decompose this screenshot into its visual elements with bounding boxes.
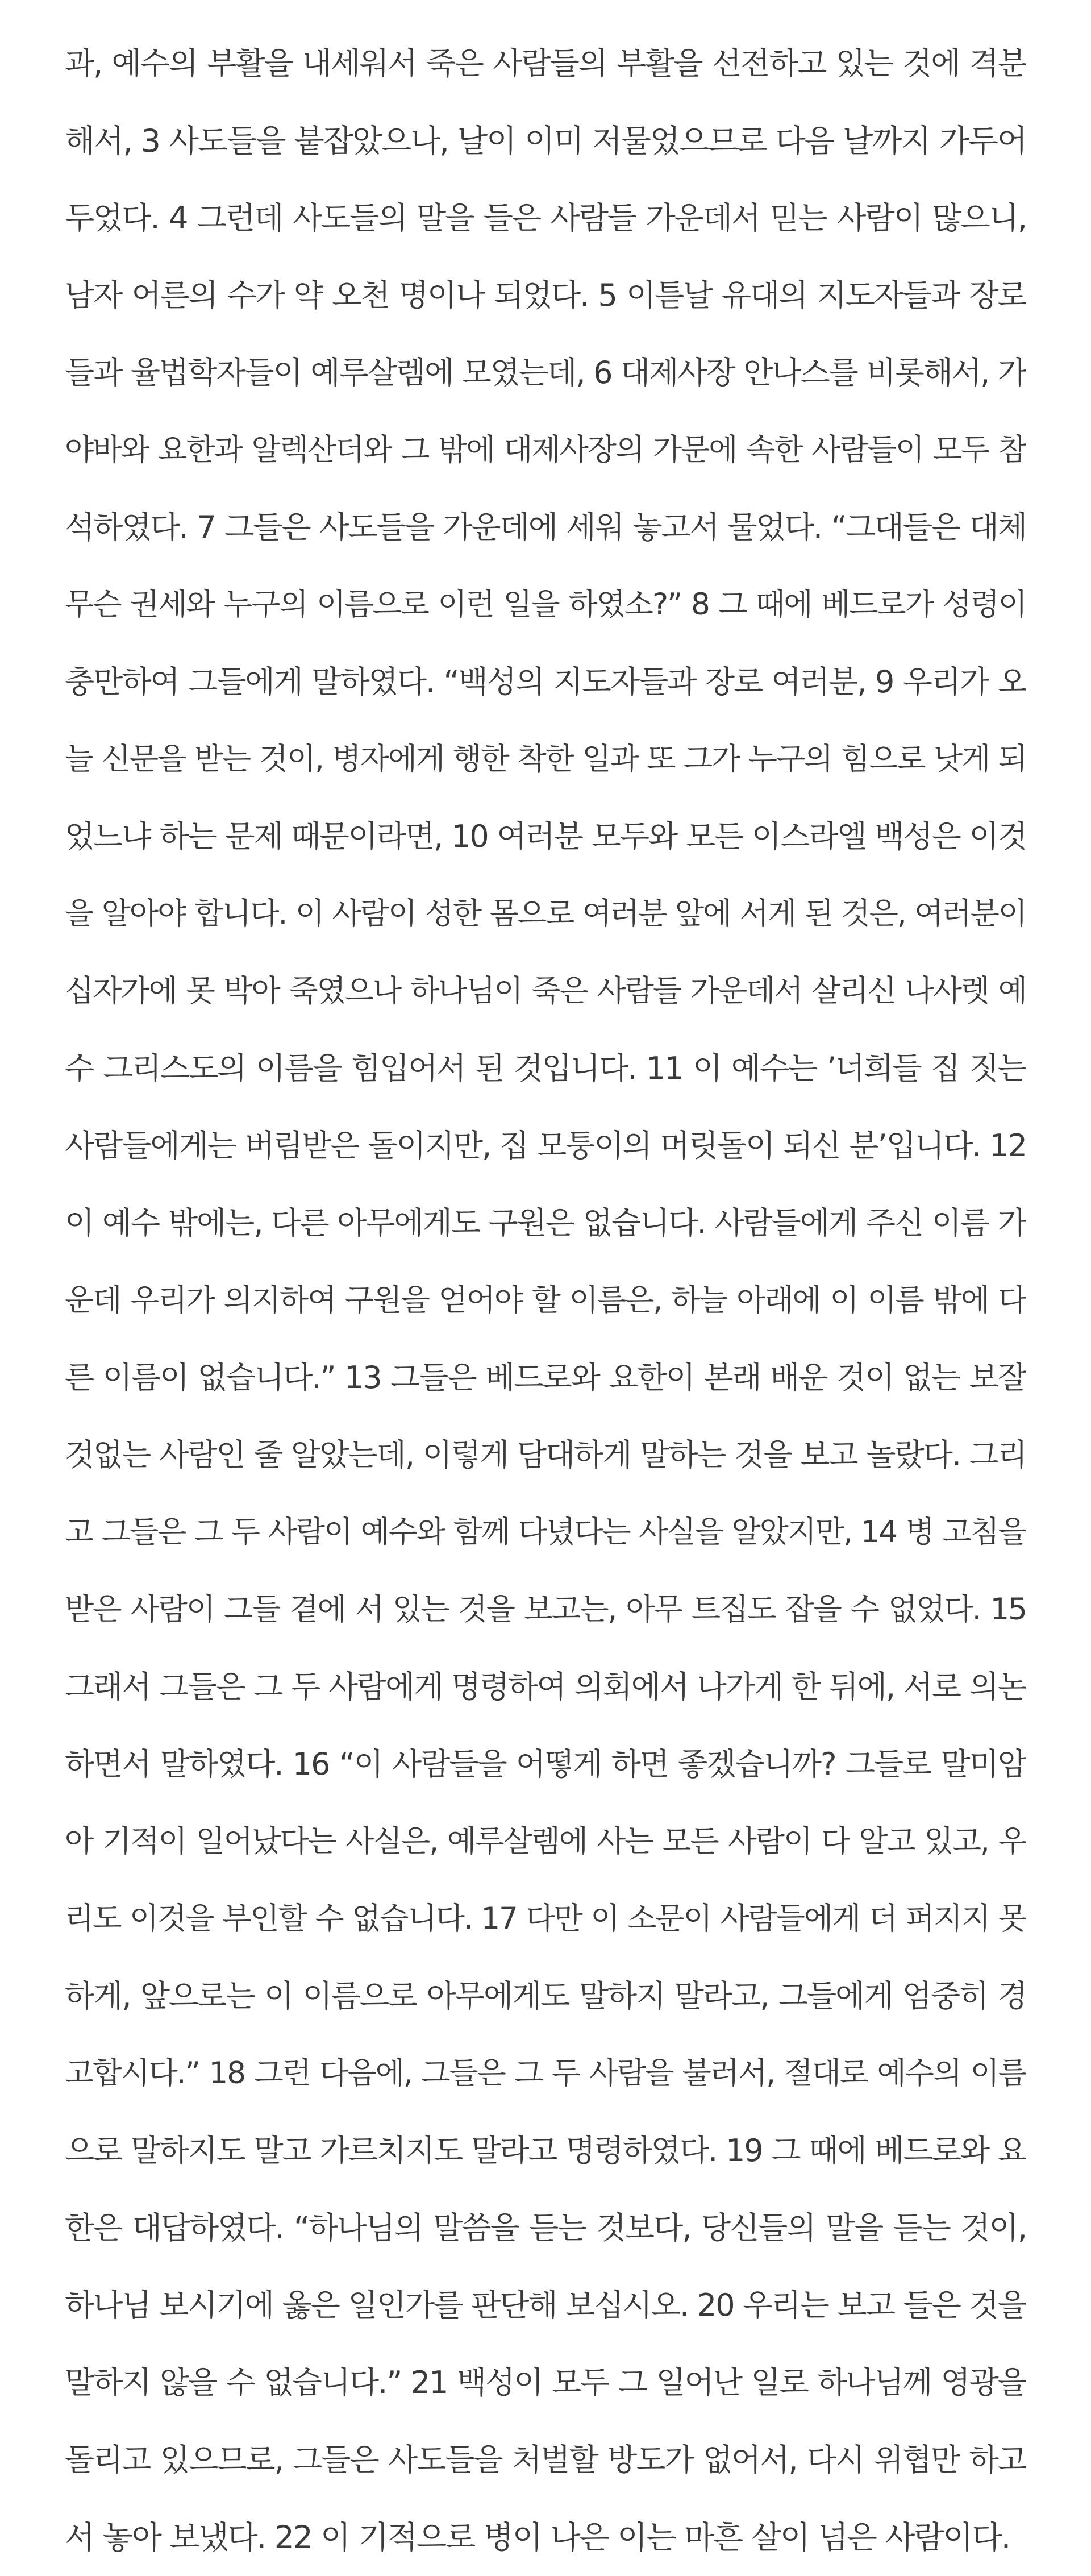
text-line: 을 알아야 합니다. 이 사람이 성한 몸으로 여러분 앞에 서게 된 것은, 여러분이 <box>65 896 1026 931</box>
text-line: 하나님 보시기에 옳은 일인가를 판단해 보십시오. 20 우리는 보고 들은 것을 <box>65 2287 1026 2323</box>
text-line: 말하지 않을 수 없습니다.” 21 백성이 모두 그 일어난 일로 하나님께 영광을 <box>65 2365 1026 2400</box>
text-line: 이 예수 밖에는, 다른 아무에게도 구원은 없습니다. 사람들에게 주신 이름 가 <box>65 1205 1026 1241</box>
text-line-last: 서 놓아 보냈다. 22 이 기적으로 병이 나은 이는 마흔 살이 넘은 사람이다. <box>65 2519 1010 2556</box>
text-line: 었느냐 하는 문제 때문이라면, 10 여러분 모두와 모든 이스라엘 백성은 이것 <box>65 818 1026 854</box>
text-line: 돌리고 있으므로, 그들은 사도들을 처벌할 방도가 없어서, 다시 위협만 하고 <box>65 2442 1026 2478</box>
text-line: 남자 어른의 수가 약 오천 명이나 되었다. 5 이튿날 유대의 지도자들과 장로 <box>65 277 1026 313</box>
text-line: 들과 율법학자들이 예루살렘에 모였는데, 6 대제사장 안나스를 비롯해서, 가 <box>65 355 1026 390</box>
text-line: 야바와 요한과 알렉산더와 그 밖에 대제사장의 가문에 속한 사람들이 모두 참 <box>65 433 1026 467</box>
text-line: 충만하여 그들에게 말하였다. “백성의 지도자들과 장로 여러분, 9 우리가 오 <box>65 664 1026 700</box>
text-line: 고합시다.” 18 그런 다음에, 그들은 그 두 사람을 불러서, 절대로 예수의 이름 <box>65 2056 1026 2091</box>
text-line: 십자가에 못 박아 죽였으나 하나님이 죽은 사람들 가운데서 살리신 나사렛 예 <box>65 974 1026 1008</box>
scripture-text <box>65 25 1026 2576</box>
text-line: 사람들에게는 버림받은 돌이지만, 집 모퉁이의 머릿돌이 되신 분’입니다. 12 <box>65 1128 1026 1164</box>
text-line: 수 그리스도의 이름을 힘입어서 된 것입니다. 11 이 예수는 ’너희들 집 짓는 <box>65 1050 1026 1086</box>
text-line: 두었다. 4 그런데 사도들의 말을 들은 사람들 가운데서 믿는 사람이 많으니, <box>65 200 1026 236</box>
text-line: 늘 신문을 받는 것이, 병자에게 행한 착한 일과 또 그가 누구의 힘으로 낫게 되 <box>65 742 1026 776</box>
text-line: 받은 사람이 그들 곁에 서 있는 것을 보고는, 아무 트집도 잡을 수 없었다. 15 <box>65 1592 1026 1627</box>
text-line: 그래서 그들은 그 두 사람에게 명령하여 의회에서 나가게 한 뒤에, 서로 의논 <box>65 1669 1026 1705</box>
text-line: 리도 이것을 부인할 수 없습니다. 17 다만 이 소문이 사람들에게 더 퍼지지 못 <box>65 1901 1026 1936</box>
text-line: 른 이름이 없습니다.” 13 그들은 베드로와 요한이 본래 배운 것이 없는 보잘 <box>65 1360 1026 1395</box>
text-line: 한은 대답하였다. “하나님의 말씀을 듣는 것보다, 당신들의 말을 듣는 것이, <box>65 2210 1026 2246</box>
text-line: 고 그들은 그 두 사람이 예수와 함께 다녔다는 사실을 알았지만, 14 병 고침을 <box>65 1515 1026 1549</box>
text-line: 과, 예수의 부활을 내세워서 죽은 사람들의 부활을 선전하고 있는 것에 격분 <box>65 45 1026 81</box>
text-line: 무슨 권세와 누구의 이름으로 이런 일을 하였소?” 8 그 때에 베드로가 성령이 <box>65 587 1026 622</box>
text-line: 하면서 말하였다. 16 “이 사람들을 어떻게 하면 좋겠습니까? 그들로 말미암 <box>65 1746 1026 1782</box>
text-line: 운데 우리가 의지하여 구원을 얻어야 할 이름은, 하늘 아래에 이 이름 밖에 다 <box>65 1283 1026 1318</box>
text-line: 하게, 앞으로는 이 이름으로 아무에게도 말하지 말라고, 그들에게 엄중히 경 <box>65 1978 1026 2014</box>
text-line: 아 기적이 일어났다는 사실은, 예루살렘에 사는 모든 사람이 다 알고 있고, 우 <box>65 1824 1026 1859</box>
text-line: 것없는 사람인 줄 알았는데, 이렇게 담대하게 말하는 것을 보고 놀랐다. 그리 <box>65 1437 1026 1473</box>
text-line: 해서, 3 사도들을 붙잡았으나, 날이 이미 저물었으므로 다음 날까지 가두어 <box>65 123 1026 159</box>
text-line: 으로 말하지도 말고 가르치지도 말라고 명령하였다. 19 그 때에 베드로와 요 <box>65 2133 1026 2168</box>
text-line: 석하였다. 7 그들은 사도들을 가운데에 세워 놓고서 물었다. “그대들은 대체 <box>65 509 1026 545</box>
